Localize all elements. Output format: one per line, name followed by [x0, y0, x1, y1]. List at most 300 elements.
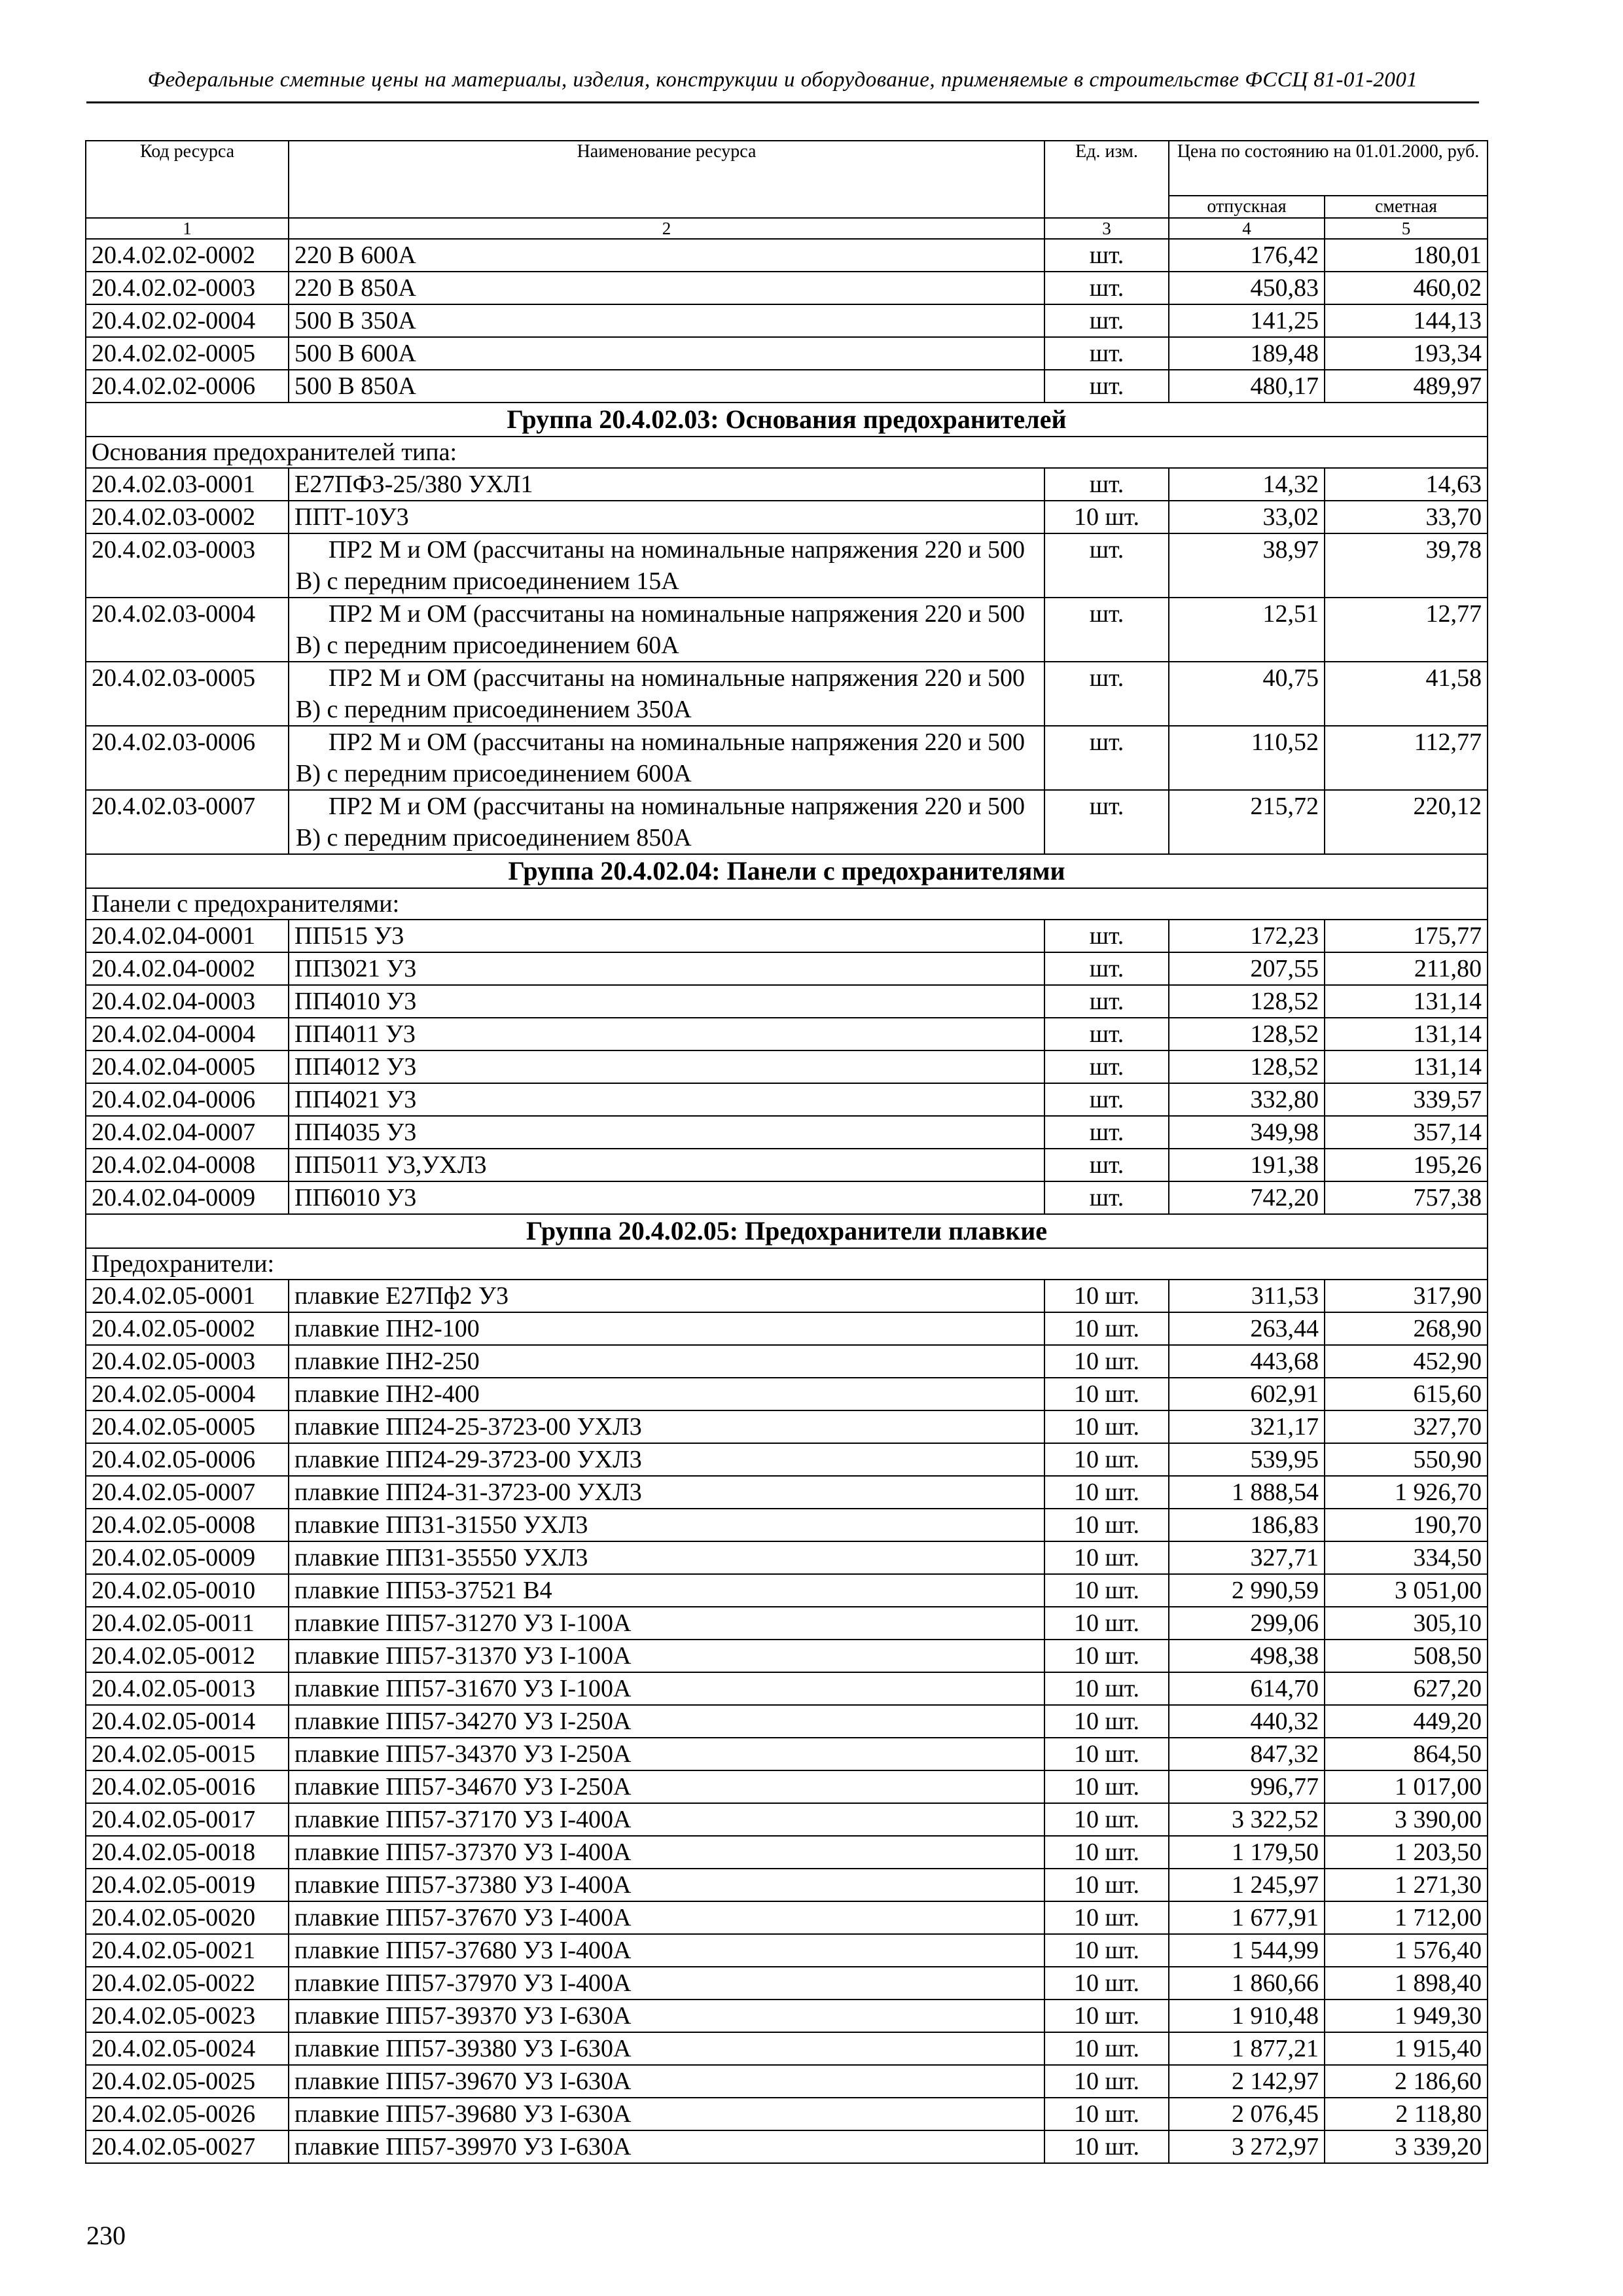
release-price: 327,71	[1169, 1541, 1325, 1574]
table-row	[86, 1083, 1488, 1116]
unit: 10 шт.	[1044, 2032, 1169, 2065]
group-title: Группа 20.4.02.04: Панели с предохранителями	[86, 854, 1488, 888]
resource-name: плавкие ПП57-37680 У3 I-400А	[289, 1934, 1044, 1967]
unit: шт.	[1044, 1116, 1169, 1149]
resource-code: 20.4.02.03-0006	[86, 726, 289, 790]
unit: 10 шт.	[1044, 1934, 1169, 1967]
resource-name: плавкие ПН2-100	[289, 1312, 1044, 1345]
group-title-row	[86, 403, 1488, 437]
unit: шт.	[1044, 952, 1169, 985]
release-price: 38,97	[1169, 533, 1325, 598]
table-row	[86, 985, 1488, 1018]
table-body	[86, 239, 1488, 2163]
resource-code: 20.4.02.04-0009	[86, 1181, 289, 1214]
estimate-price: 1 017,00	[1325, 1770, 1488, 1803]
release-price: 349,98	[1169, 1116, 1325, 1149]
resource-code: 20.4.02.03-0001	[86, 468, 289, 501]
unit: 10 шт.	[1044, 1476, 1169, 1509]
estimate-price: 334,50	[1325, 1541, 1488, 1574]
estimate-price: 1 712,00	[1325, 1901, 1488, 1934]
estimate-price: 131,14	[1325, 1018, 1488, 1050]
estimate-price: 12,77	[1325, 598, 1488, 662]
table-row	[86, 2000, 1488, 2032]
release-price: 1 888,54	[1169, 1476, 1325, 1509]
table-header	[86, 141, 1488, 239]
table-row	[86, 1705, 1488, 1738]
release-price: 311,53	[1169, 1280, 1325, 1312]
price-table	[85, 140, 1488, 2164]
resource-name: плавкие ПП57-37970 У3 I-400А	[289, 1967, 1044, 2000]
resource-code: 20.4.02.05-0012	[86, 1640, 289, 1672]
resource-code: 20.4.02.04-0006	[86, 1083, 289, 1116]
release-price: 742,20	[1169, 1181, 1325, 1214]
group-subtitle: Панели с предохранителями:	[86, 888, 1488, 920]
unit: 10 шт.	[1044, 1967, 1169, 2000]
release-price: 207,55	[1169, 952, 1325, 985]
table-row	[86, 2032, 1488, 2065]
resource-code: 20.4.02.03-0004	[86, 598, 289, 662]
unit: шт.	[1044, 1050, 1169, 1083]
group-subtitle: Предохранители:	[86, 1248, 1488, 1280]
table-row	[86, 1934, 1488, 1967]
resource-name: ПП6010 У3	[289, 1181, 1044, 1214]
column-number: 1	[86, 218, 289, 239]
table-row	[86, 468, 1488, 501]
unit: 10 шт.	[1044, 1640, 1169, 1672]
unit: 10 шт.	[1044, 2098, 1169, 2130]
estimate-price: 1 271,30	[1325, 1869, 1488, 1901]
resource-name: плавкие ПП53-37521 В4	[289, 1574, 1044, 1607]
table-row	[86, 920, 1488, 952]
group-title-row	[86, 1214, 1488, 1248]
table-row	[86, 1018, 1488, 1050]
estimate-price: 327,70	[1325, 1410, 1488, 1443]
release-price: 1 910,48	[1169, 2000, 1325, 2032]
resource-code: 20.4.02.02-0003	[86, 272, 289, 304]
resource-name: 500 В 850А	[289, 370, 1044, 403]
release-price: 614,70	[1169, 1672, 1325, 1705]
release-price: 215,72	[1169, 790, 1325, 854]
table-row	[86, 1378, 1488, 1410]
column-number: 4	[1169, 218, 1325, 239]
table-row	[86, 1050, 1488, 1083]
resource-code: 20.4.02.05-0018	[86, 1836, 289, 1869]
resource-code: 20.4.02.04-0007	[86, 1116, 289, 1149]
resource-code: 20.4.02.05-0023	[86, 2000, 289, 2032]
group-subtitle: Основания предохранителей типа:	[86, 437, 1488, 468]
resource-name: ПП4011 У3	[289, 1018, 1044, 1050]
release-price: 480,17	[1169, 370, 1325, 403]
unit: 10 шт.	[1044, 1738, 1169, 1770]
resource-code: 20.4.02.05-0016	[86, 1770, 289, 1803]
resource-name: плавкие ПП57-37170 У3 I-400А	[289, 1803, 1044, 1836]
estimate-price: 175,77	[1325, 920, 1488, 952]
unit: 10 шт.	[1044, 1607, 1169, 1640]
resource-code: 20.4.02.04-0004	[86, 1018, 289, 1050]
unit: 10 шт.	[1044, 1541, 1169, 1574]
resource-code: 20.4.02.05-0004	[86, 1378, 289, 1410]
release-price: 141,25	[1169, 304, 1325, 337]
resource-code: 20.4.02.05-0001	[86, 1280, 289, 1312]
release-price: 498,38	[1169, 1640, 1325, 1672]
resource-name: ПР2 М и ОМ (рассчитаны на номинальные напряжения 220 и 500 В) с передним присоединением 850А	[289, 790, 1044, 854]
unit: 10 шт.	[1044, 1509, 1169, 1541]
resource-name: плавкие ПП24-31-3723-00 УХЛ3	[289, 1476, 1044, 1509]
resource-name: плавкие ПП57-31370 У3 I-100А	[289, 1640, 1044, 1672]
resource-name: ПР2 М и ОМ (рассчитаны на номинальные напряжения 220 и 500 В) с передним присоединением 60А	[289, 598, 1044, 662]
release-price: 321,17	[1169, 1410, 1325, 1443]
resource-name: ПР2 М и ОМ (рассчитаны на номинальные напряжения 220 и 500 В) с передним присоединением 350А	[289, 662, 1044, 726]
unit: 10 шт.	[1044, 1836, 1169, 1869]
release-price: 1 544,99	[1169, 1934, 1325, 1967]
table-row	[86, 1836, 1488, 1869]
unit: шт.	[1044, 370, 1169, 403]
table-row	[86, 1869, 1488, 1901]
estimate-price: 3 390,00	[1325, 1803, 1488, 1836]
resource-code: 20.4.02.04-0008	[86, 1149, 289, 1181]
unit: 10 шт.	[1044, 1378, 1169, 1410]
estimate-price: 220,12	[1325, 790, 1488, 854]
release-price: 539,95	[1169, 1443, 1325, 1476]
resource-code: 20.4.02.03-0003	[86, 533, 289, 598]
unit: 10 шт.	[1044, 1705, 1169, 1738]
header-price: Цена по состоянию на 01.01.2000, руб.	[1169, 141, 1488, 196]
resource-name: плавкие ПП24-25-3723-00 УХЛ3	[289, 1410, 1044, 1443]
release-price: 128,52	[1169, 985, 1325, 1018]
table-row	[86, 1770, 1488, 1803]
resource-name: плавкие ПН2-400	[289, 1378, 1044, 1410]
estimate-price: 190,70	[1325, 1509, 1488, 1541]
estimate-price: 449,20	[1325, 1705, 1488, 1738]
estimate-price: 33,70	[1325, 501, 1488, 533]
resource-name: ПП4021 У3	[289, 1083, 1044, 1116]
release-price: 176,42	[1169, 239, 1325, 272]
unit: 10 шт.	[1044, 1574, 1169, 1607]
table-row	[86, 1967, 1488, 2000]
unit: 10 шт.	[1044, 501, 1169, 533]
estimate-price: 3 339,20	[1325, 2130, 1488, 2163]
release-price: 2 076,45	[1169, 2098, 1325, 2130]
column-number: 3	[1044, 218, 1169, 239]
group-title: Группа 20.4.02.03: Основания предохранителей	[86, 403, 1488, 437]
release-price: 2 142,97	[1169, 2065, 1325, 2098]
unit: 10 шт.	[1044, 1345, 1169, 1378]
header-code: Код ресурса	[86, 141, 289, 218]
table-row	[86, 337, 1488, 370]
unit: 10 шт.	[1044, 2000, 1169, 2032]
resource-code: 20.4.02.05-0025	[86, 2065, 289, 2098]
table-row	[86, 1509, 1488, 1541]
resource-name: ПП5011 У3,УХЛ3	[289, 1149, 1044, 1181]
unit: шт.	[1044, 662, 1169, 726]
resource-code: 20.4.02.05-0005	[86, 1410, 289, 1443]
resource-code: 20.4.02.05-0024	[86, 2032, 289, 2065]
estimate-price: 305,10	[1325, 1607, 1488, 1640]
resource-name: ПР2 М и ОМ (рассчитаны на номинальные напряжения 220 и 500 В) с передним присоединением 15А	[289, 533, 1044, 598]
unit: шт.	[1044, 468, 1169, 501]
resource-name: 220 В 850А	[289, 272, 1044, 304]
estimate-price: 615,60	[1325, 1378, 1488, 1410]
page-number: 230	[86, 2221, 126, 2250]
table-row	[86, 1280, 1488, 1312]
release-price: 1 245,97	[1169, 1869, 1325, 1901]
estimate-price: 180,01	[1325, 239, 1488, 272]
resource-name: ПР2 М и ОМ (рассчитаны на номинальные напряжения 220 и 500 В) с передним присоединением 600А	[289, 726, 1044, 790]
resource-name: плавкие ПП24-29-3723-00 УХЛ3	[289, 1443, 1044, 1476]
resource-name: ПП4035 У3	[289, 1116, 1044, 1149]
resource-name: плавкие ПП57-39380 У3 I-630А	[289, 2032, 1044, 2065]
table-row	[86, 1149, 1488, 1181]
resource-name: плавкие ПП57-39670 У3 I-630А	[289, 2065, 1044, 2098]
estimate-price: 131,14	[1325, 1050, 1488, 1083]
release-price: 14,32	[1169, 468, 1325, 501]
resource-code: 20.4.02.05-0009	[86, 1541, 289, 1574]
unit: 10 шт.	[1044, 2065, 1169, 2098]
release-price: 128,52	[1169, 1050, 1325, 1083]
resource-code: 20.4.02.05-0007	[86, 1476, 289, 1509]
unit: шт.	[1044, 1018, 1169, 1050]
resource-code: 20.4.02.05-0014	[86, 1705, 289, 1738]
resource-code: 20.4.02.03-0005	[86, 662, 289, 726]
unit: 10 шт.	[1044, 1312, 1169, 1345]
estimate-price: 550,90	[1325, 1443, 1488, 1476]
unit: шт.	[1044, 1181, 1169, 1214]
table-row	[86, 1574, 1488, 1607]
table-row	[86, 239, 1488, 272]
estimate-price: 112,77	[1325, 726, 1488, 790]
table-row	[86, 726, 1488, 790]
table-row	[86, 1803, 1488, 1836]
resource-code: 20.4.02.05-0008	[86, 1509, 289, 1541]
unit: 10 шт.	[1044, 2130, 1169, 2163]
resource-name: плавкие ПН2-250	[289, 1345, 1044, 1378]
release-price: 332,80	[1169, 1083, 1325, 1116]
release-price: 847,32	[1169, 1738, 1325, 1770]
table-row	[86, 1901, 1488, 1934]
release-price: 189,48	[1169, 337, 1325, 370]
estimate-price: 2 186,60	[1325, 2065, 1488, 2098]
release-price: 186,83	[1169, 1509, 1325, 1541]
table-row	[86, 1476, 1488, 1509]
resource-name: плавкие ПП57-31670 У3 I-100А	[289, 1672, 1044, 1705]
release-price: 2 990,59	[1169, 1574, 1325, 1607]
estimate-price: 41,58	[1325, 662, 1488, 726]
resource-code: 20.4.02.05-0002	[86, 1312, 289, 1345]
resource-name: 220 В 600А	[289, 239, 1044, 272]
unit: шт.	[1044, 790, 1169, 854]
table-row	[86, 533, 1488, 598]
unit: шт.	[1044, 272, 1169, 304]
header-release: отпускная	[1169, 196, 1325, 218]
resource-code: 20.4.02.04-0003	[86, 985, 289, 1018]
resource-name: плавкие ПП57-37380 У3 I-400А	[289, 1869, 1044, 1901]
table-row	[86, 272, 1488, 304]
release-price: 443,68	[1169, 1345, 1325, 1378]
group-title: Группа 20.4.02.05: Предохранители плавкие	[86, 1214, 1488, 1248]
header-estimate: сметная	[1325, 196, 1488, 218]
unit: шт.	[1044, 726, 1169, 790]
estimate-price: 39,78	[1325, 533, 1488, 598]
resource-name: ПП4010 У3	[289, 985, 1044, 1018]
resource-code: 20.4.02.04-0005	[86, 1050, 289, 1083]
unit: 10 шт.	[1044, 1672, 1169, 1705]
estimate-price: 1 926,70	[1325, 1476, 1488, 1509]
unit: 10 шт.	[1044, 1443, 1169, 1476]
estimate-price: 489,97	[1325, 370, 1488, 403]
group-title-row	[86, 854, 1488, 888]
release-price: 996,77	[1169, 1770, 1325, 1803]
column-number: 5	[1325, 218, 1488, 239]
resource-code: 20.4.02.05-0027	[86, 2130, 289, 2163]
table-row	[86, 501, 1488, 533]
release-price: 263,44	[1169, 1312, 1325, 1345]
table-row	[86, 1181, 1488, 1214]
estimate-price: 757,38	[1325, 1181, 1488, 1214]
estimate-price: 508,50	[1325, 1640, 1488, 1672]
resource-code: 20.4.02.05-0022	[86, 1967, 289, 2000]
estimate-price: 1 949,30	[1325, 2000, 1488, 2032]
table-row	[86, 1607, 1488, 1640]
unit: 10 шт.	[1044, 1869, 1169, 1901]
estimate-price: 195,26	[1325, 1149, 1488, 1181]
unit: шт.	[1044, 239, 1169, 272]
release-price: 1 179,50	[1169, 1836, 1325, 1869]
estimate-price: 357,14	[1325, 1116, 1488, 1149]
table-row	[86, 2098, 1488, 2130]
unit: 10 шт.	[1044, 1280, 1169, 1312]
resource-code: 20.4.02.05-0006	[86, 1443, 289, 1476]
estimate-price: 14,63	[1325, 468, 1488, 501]
release-price: 191,38	[1169, 1149, 1325, 1181]
estimate-price: 3 051,00	[1325, 1574, 1488, 1607]
resource-name: плавкие ПП31-31550 УХЛ3	[289, 1509, 1044, 1541]
unit: шт.	[1044, 1083, 1169, 1116]
unit: 10 шт.	[1044, 1803, 1169, 1836]
table-row	[86, 1410, 1488, 1443]
table-row	[86, 662, 1488, 726]
resource-code: 20.4.02.05-0019	[86, 1869, 289, 1901]
release-price: 3 322,52	[1169, 1803, 1325, 1836]
table-row	[86, 952, 1488, 985]
table-row	[86, 1116, 1488, 1149]
release-price: 440,32	[1169, 1705, 1325, 1738]
resource-name: плавкие ПП57-39680 У3 I-630А	[289, 2098, 1044, 2130]
table-row	[86, 1345, 1488, 1378]
header-unit: Ед. изм.	[1044, 141, 1169, 218]
resource-name: ППТ-10У3	[289, 501, 1044, 533]
column-number: 2	[289, 218, 1044, 239]
estimate-price: 627,20	[1325, 1672, 1488, 1705]
release-price: 1 877,21	[1169, 2032, 1325, 2065]
estimate-price: 131,14	[1325, 985, 1488, 1018]
table-row	[86, 304, 1488, 337]
release-price: 110,52	[1169, 726, 1325, 790]
resource-name: 500 В 350А	[289, 304, 1044, 337]
release-price: 1 860,66	[1169, 1967, 1325, 2000]
estimate-price: 339,57	[1325, 1083, 1488, 1116]
resource-name: плавкие ПП57-34370 У3 I-250А	[289, 1738, 1044, 1770]
release-price: 33,02	[1169, 501, 1325, 533]
resource-code: 20.4.02.05-0011	[86, 1607, 289, 1640]
unit: 10 шт.	[1044, 1770, 1169, 1803]
resource-code: 20.4.02.03-0002	[86, 501, 289, 533]
resource-name: плавкие ПП57-39970 У3 I-630А	[289, 2130, 1044, 2163]
table-row	[86, 1640, 1488, 1672]
resource-code: 20.4.02.05-0013	[86, 1672, 289, 1705]
estimate-price: 452,90	[1325, 1345, 1488, 1378]
resource-name: плавкие ПП31-35550 УХЛ3	[289, 1541, 1044, 1574]
group-subtitle-row	[86, 437, 1488, 468]
header-rule	[86, 101, 1479, 103]
estimate-price: 1 915,40	[1325, 2032, 1488, 2065]
unit: шт.	[1044, 1149, 1169, 1181]
release-price: 1 677,91	[1169, 1901, 1325, 1934]
release-price: 450,83	[1169, 272, 1325, 304]
resource-name: 500 В 600А	[289, 337, 1044, 370]
table-row	[86, 2130, 1488, 2163]
header-name: Наименование ресурса	[289, 141, 1044, 218]
resource-code: 20.4.02.05-0020	[86, 1901, 289, 1934]
unit: шт.	[1044, 337, 1169, 370]
unit: шт.	[1044, 985, 1169, 1018]
resource-code: 20.4.02.04-0001	[86, 920, 289, 952]
release-price: 40,75	[1169, 662, 1325, 726]
unit: шт.	[1044, 304, 1169, 337]
unit: шт.	[1044, 920, 1169, 952]
estimate-price: 193,34	[1325, 337, 1488, 370]
table-row	[86, 1672, 1488, 1705]
estimate-price: 460,02	[1325, 272, 1488, 304]
resource-name: Е27ПФЗ-25/380 УХЛ1	[289, 468, 1044, 501]
estimate-price: 1 203,50	[1325, 1836, 1488, 1869]
resource-name: плавкие ПП57-34670 У3 I-250А	[289, 1770, 1044, 1803]
resource-code: 20.4.02.05-0021	[86, 1934, 289, 1967]
resource-name: плавкие ПП57-34270 У3 I-250А	[289, 1705, 1044, 1738]
resource-code: 20.4.02.03-0007	[86, 790, 289, 854]
resource-code: 20.4.02.05-0003	[86, 1345, 289, 1378]
resource-name: плавкие Е27Пф2 У3	[289, 1280, 1044, 1312]
unit: 10 шт.	[1044, 1410, 1169, 1443]
table-row	[86, 598, 1488, 662]
estimate-price: 1 576,40	[1325, 1934, 1488, 1967]
estimate-price: 268,90	[1325, 1312, 1488, 1345]
resource-code: 20.4.02.05-0017	[86, 1803, 289, 1836]
estimate-price: 211,80	[1325, 952, 1488, 985]
release-price: 172,23	[1169, 920, 1325, 952]
table-row	[86, 1312, 1488, 1345]
release-price: 602,91	[1169, 1378, 1325, 1410]
resource-name: плавкие ПП57-37370 У3 I-400А	[289, 1836, 1044, 1869]
release-price: 299,06	[1169, 1607, 1325, 1640]
table-row	[86, 1541, 1488, 1574]
group-subtitle-row	[86, 1248, 1488, 1280]
resource-name: плавкие ПП57-37670 У3 I-400А	[289, 1901, 1044, 1934]
resource-name: плавкие ПП57-31270 У3 I-100А	[289, 1607, 1044, 1640]
unit: 10 шт.	[1044, 1901, 1169, 1934]
table-row	[86, 370, 1488, 403]
column-numbers-row	[86, 218, 1488, 239]
resource-code: 20.4.02.02-0004	[86, 304, 289, 337]
resource-code: 20.4.02.05-0026	[86, 2098, 289, 2130]
running-header: Федеральные сметные цены на материалы, изделия, конструкции и оборудование, применяемые в строительстве ФССЦ 81-01-2001	[147, 68, 1418, 92]
estimate-price: 144,13	[1325, 304, 1488, 337]
group-subtitle-row	[86, 888, 1488, 920]
resource-name: ПП4012 У3	[289, 1050, 1044, 1083]
table-row	[86, 2065, 1488, 2098]
table-row	[86, 1443, 1488, 1476]
estimate-price: 1 898,40	[1325, 1967, 1488, 2000]
unit: шт.	[1044, 598, 1169, 662]
